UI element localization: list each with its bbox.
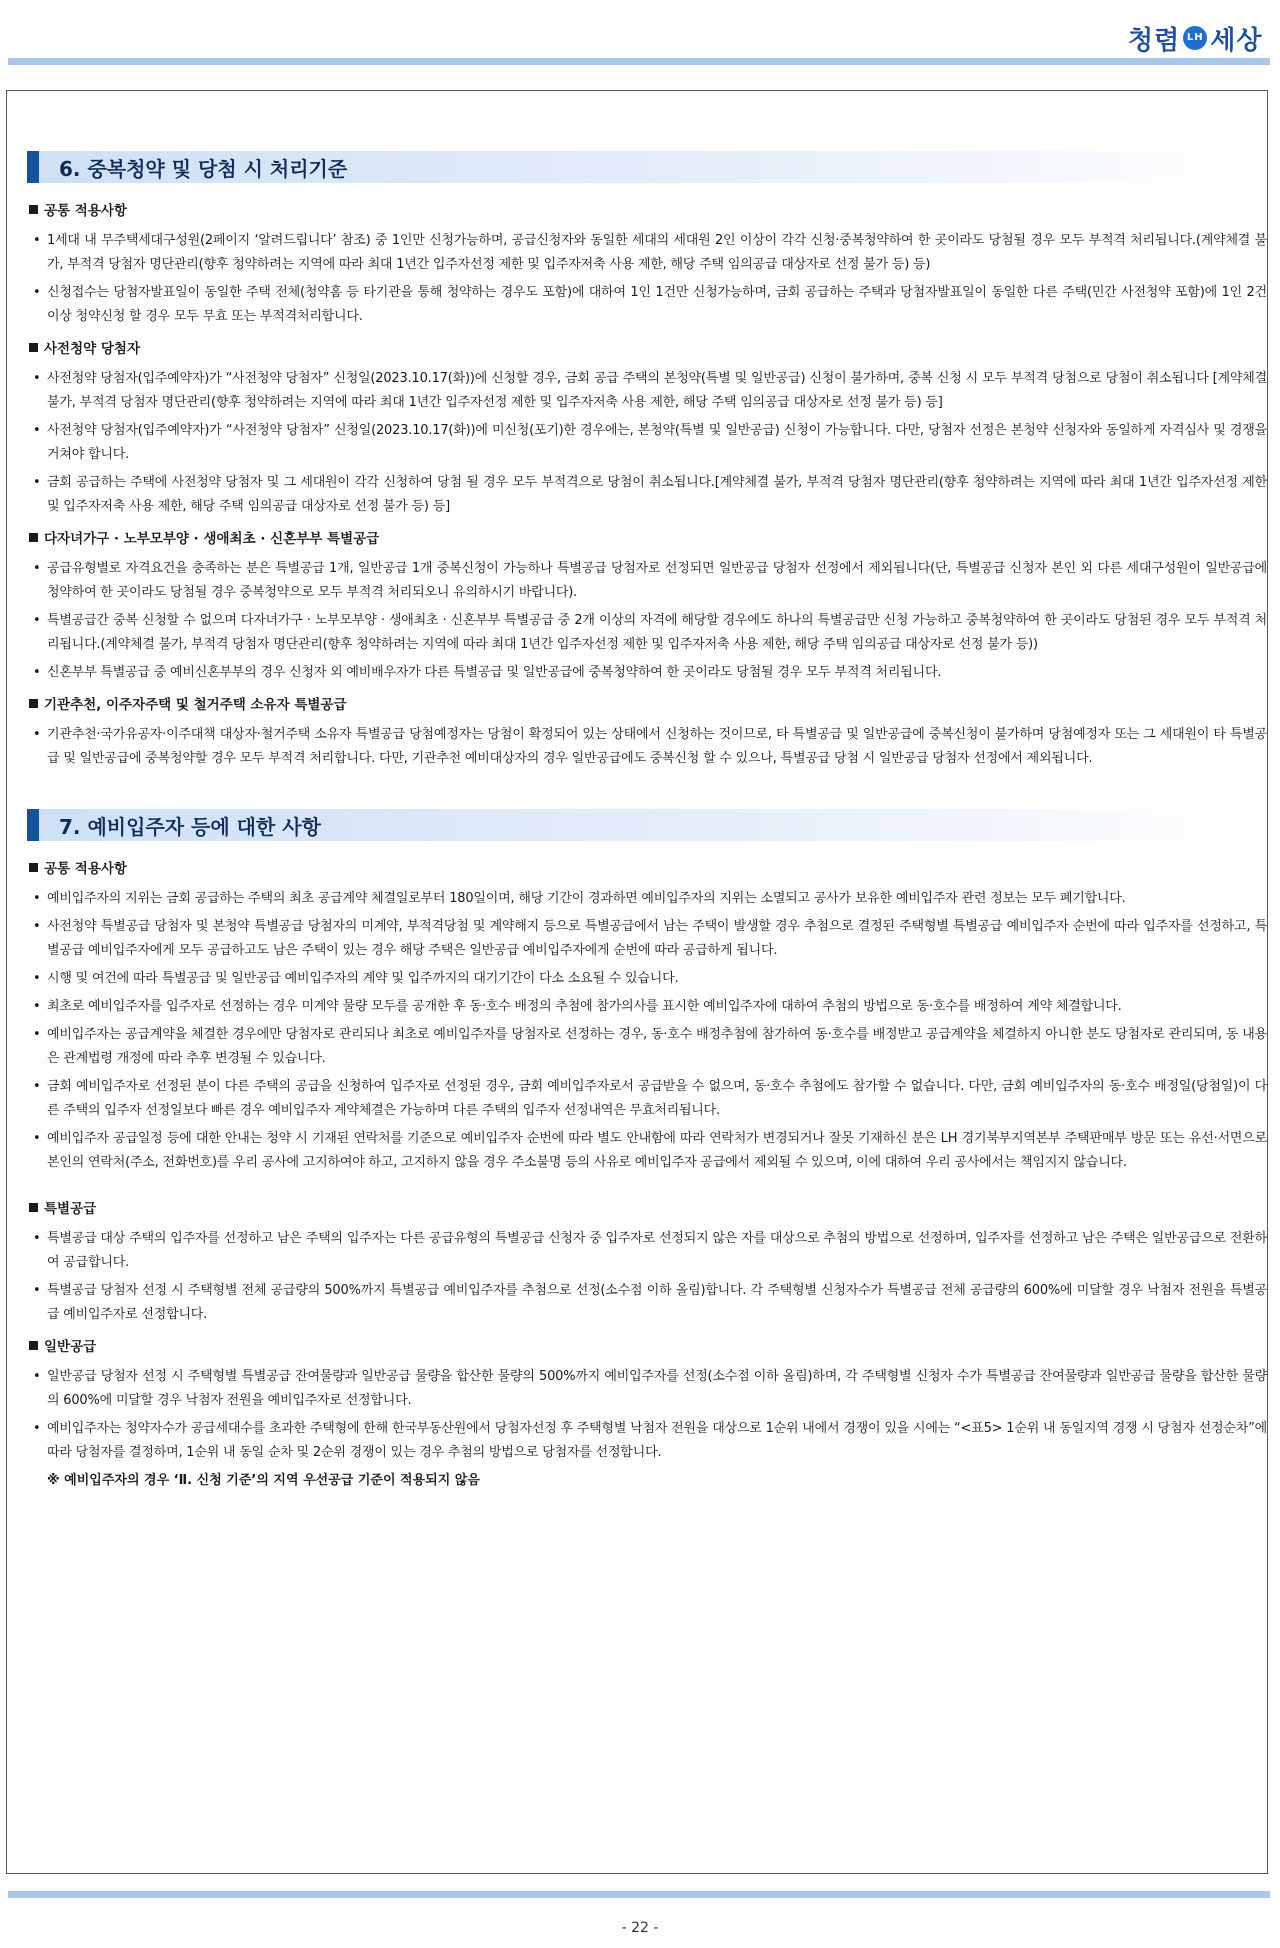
logo-mark-icon: LH [1183,26,1207,50]
square-bullet-icon [29,533,38,542]
brand-logo [1128,18,1262,58]
top-divider-bar [8,58,1270,65]
subsection-heading-text: 일반공급 [44,1339,97,1355]
subsection-heading [29,339,1267,359]
bullet-item: • 특별공급 당첨자 선정 시 주택형별 전체 공급량의 500%까지 특별공급 예비입주자를 추첨으로 선정(소수점 이하 올림)합니다. 각 주택형별 신청자수가 특별공급 전체 공급량의 600%에 미달할 경우 낙첨자 전원을 특별공급 예비입주자로 선정합니다. [27,1279,1267,1327]
section-title-bar [27,151,1267,183]
bullet-item: • 특별공급간 중복 신청할 수 없으며 다자녀가구 · 노부모부양 · 생애최초 · 신혼부부 특별공급 중 2개 이상의 자격에 해당할 경우에도 하나의 특별공급만 신청 가능하고 중복청약하여 한 곳이라도 당첨된 경우 모두 부적격 처리됩니다.(계약체결 불가, 부적격 당첨자 명단관리(향후 청약하려는 지역에 따라 최대 1년간 입주자선정 제한 및 입주자저축 사용 제한, 해당 주택 임의공급 대상자로 선정 불가 등)) [27,609,1267,657]
bullet-item: • 시행 및 여건에 따라 특별공급 및 일반공급 예비입주자의 계약 및 입주까지의 대기기간이 다소 소요될 수 있습니다. [27,967,1267,991]
content-frame [6,90,1268,1874]
bullet-item: • 예비입주자의 지위는 금회 공급하는 주택의 최초 공급계약 체결일로부터 180일이며, 해당 기간이 경과하면 예비입주자의 지위는 소멸되고 공사가 보유한 예비입주자 관련 정보는 모두 폐기합니다. [27,887,1267,911]
subsection-heading [29,529,1267,549]
square-bullet-icon [29,343,38,352]
subsection-heading-text: 사전청약 당첨자 [44,341,140,357]
subsection-heading [29,201,1267,221]
logo-text-first: 청렴 [1128,25,1181,56]
bullet-item: • 예비입주자는 공급계약을 체결한 경우에만 당첨자로 관리되나 최초로 예비입주자를 당첨자로 선정하는 경우, 동·호수 배정추첨에 참가하여 동·호수를 배정받고 공급계약을 체결하지 아니한 분도 당첨자로 관리되며, 동 내용은 관계법령 개정에 따라 추후 변경될 수 있습니다. [27,1023,1267,1071]
bullet-item: • 신청접수는 당첨자발표일이 동일한 주택 전체(청약홈 등 타기관을 통해 청약하는 경우도 포함)에 대하여 1인 1건만 신청가능하며, 금회 공급하는 주택과 당첨자발표일이 동일한 다른 주택(민간 사전청약 포함)에 1인 2건 이상 청약신청 할 경우 모두 무효 또는 부적격처리합니다. [27,281,1267,329]
square-bullet-icon [29,863,38,872]
bullet-item: • 공급유형별로 자격요건을 충족하는 분은 특별공급 1개, 일반공급 1개 중복신청이 가능하나 특별공급 당첨자로 선정되면 일반공급 당첨자 선정에서 제외됩니다(단, 특별공급 신청자 본인 외 다른 세대구성원이 일반공급에 청약하여 한 곳이라도 당첨될 경우 중복청약으로 모두 부적격 처리되오니 유의하시기 바랍니다). [27,557,1267,605]
square-bullet-icon [29,205,38,214]
subsection-heading-text: 다자녀가구 · 노부모부양 · 생애최초 · 신혼부부 특별공급 [44,531,380,547]
page-number: - 22 - [621,1920,659,1936]
section-title-bar [27,809,1267,841]
document-body [27,151,1267,1493]
footnote: ※ 예비입주자의 경우 ‘Ⅱ. 신청 기준’의 지역 우선공급 기준이 적용되지 않음 [47,1473,480,1488]
bullet-item: • 사전청약 당첨자(입주예약자)가 “사전청약 당첨자” 신청일(2023.10.17(화))에 신청할 경우, 금회 공급 주택의 본청약(특별 및 일반공급) 신청이 불가하며, 중복 신청 시 모두 부적격 당첨으로 당첨이 취소됩니다 [계약체결 불가, 부적격 당첨자 명단관리(향후 청약하려는 지역에 따라 최대 1년간 입주자선정 제한 및 입주자저축 사용 제한, 해당 주택 임의공급 대상자로 선정 불가 등) 등] [27,367,1267,415]
bullet-item: • 예비입주자는 청약자수가 공급세대수를 초과한 주택형에 한해 한국부동산원에서 당첨자선정 후 주택형별 낙첨자 전원을 대상으로 1순위 내에서 경쟁이 있을 시에는 “<표5> 1순위 내 동일지역 경쟁 시 당첨자 선정순차”에 따라 당첨자를 결정하며, 1순위 내 동일 순차 및 2순위 경쟁이 있는 경우 추첨의 방법으로 당첨자를 선정합니다. [27,1417,1267,1465]
square-bullet-icon [29,699,38,708]
bullet-item: • 최초로 예비입주자를 입주자로 선정하는 경우 미계약 물량 모두를 공개한 후 동·호수 배정의 추첨에 참가의사를 표시한 예비입주자에 대하여 추첨의 방법으로 동·호수를 배정하여 계약 체결합니다. [27,995,1267,1019]
bullet-item: • 신혼부부 특별공급 중 예비신혼부부의 경우 신청자 외 예비배우자가 다른 특별공급 및 일반공급에 중복청약하여 한 곳이라도 당첨될 경우 모두 부적격 처리됩니다. [27,661,1267,685]
subsection-heading-text: 공통 적용사항 [44,203,127,219]
subsection-heading [29,1199,1267,1219]
bullet-item: • 1세대 내 무주택세대구성원(2페이지 ‘알려드립니다’ 참조) 중 1인만 신청가능하며, 공급신청자와 동일한 세대의 세대원 2인 이상이 각각 신청·중복청약하여 한 곳이라도 당첨될 경우 모두 부적격 처리됩니다.(계약체결 불가, 부적격 당첨자 명단관리(향후 청약하려는 지역에 따라 최대 1년간 입주자선정 제한 및 입주자저축 사용 제한, 해당 주택 임의공급 대상자로 선정 불가 등) 등) [27,229,1267,277]
bullet-item: • 사전청약 특별공급 당첨자 및 본청약 특별공급 당첨자의 미계약, 부적격당첨 및 계약해지 등으로 특별공급에서 남는 주택이 발생할 경우 추첨으로 결정된 주택형별 특별공급 예비입주자 순번에 따라 입주자를 선정하고, 특별공급 예비입주자에게 모두 공급하고도 남은 주택이 있는 경우 해당 주택은 일반공급 예비입주자에게 순번에 따라 공급하게 됩니다. [27,915,1267,963]
spacer [27,1179,1267,1189]
square-bullet-icon [29,1203,38,1212]
section-title: 7. 예비입주자 등에 대한 사항 [59,814,321,839]
logo-text-second: 세상 [1210,25,1263,56]
bullet-item: • 일반공급 당첨자 선정 시 주택형별 특별공급 잔여물량과 일반공급 물량을 합산한 물량의 500%까지 예비입주자를 선정(소수점 이하 올림)하며, 각 주택형별 신청자 수가 특별공급 잔여물량과 일반공급 물량을 합산한 물량의 600%에 미달할 경우 낙첨자 전원을 예비입주자로 선정합니다. [27,1365,1267,1413]
square-bullet-icon [29,1341,38,1350]
bullet-item: • 예비입주자 공급일정 등에 대한 안내는 청약 시 기재된 연락처를 기준으로 예비입주자 순번에 따라 별도 안내함에 따라 연락처가 변경되거나 잘못 기재하신 분은 LH 경기북부지역본부 주택판매부 방문 또는 유선·서면으로 본인의 연락처(주소, 전화번호)를 우리 공사에 고지하여야 하고, 고지하지 않을 경우 주소불명 등의 사유로 예비입주자 공급에서 제외될 수 있으며, 이에 대하여 우리 공사에서는 책임지지 않습니다. [27,1127,1267,1175]
subsection-heading-text: 공통 적용사항 [44,861,127,877]
subsection-heading [29,1337,1267,1357]
subsection-heading [29,695,1267,715]
subsection-heading-text: 특별공급 [44,1201,97,1217]
bullet-item: • 기관추천·국가유공자·이주대책 대상자·철거주택 소유자 특별공급 당첨예정자는 당첨이 확정되어 있는 상태에서 신청하는 것이므로, 타 특별공급 및 일반공급에 중복신청이 불가하며 당첨예정자 또는 그 세대원이 타 특별공급 및 일반공급에 중복청약할 경우 모두 부적격 처리합니다. 다만, 기관추천 예비대상자의 경우 일반공급에도 중복신청 할 수 있으나, 특별공급 당첨 시 일반공급 당첨자 선정에서 제외됩니다. [27,723,1267,771]
section-title: 6. 중복청약 및 당첨 시 처리기준 [59,156,348,181]
bullet-item: • 특별공급 대상 주택의 입주자를 선정하고 남은 주택의 입주자는 다른 공급유형의 특별공급 신청자 중 입주자로 선정되지 않은 자를 대상으로 추첨의 방법으로 선정하며, 입주자를 선정하고 남은 주택은 일반공급으로 전환하여 공급합니다. [27,1227,1267,1275]
bullet-item: • 금회 공급하는 주택에 사전청약 당첨자 및 그 세대원이 각각 신청하여 당첨 될 경우 모두 부적격으로 당첨이 취소됩니다.[계약체결 불가, 부적격 당첨자 명단관리(향후 청약하려는 지역에 따라 최대 1년간 입주자선정 제한 및 입주자저축 사용 제한, 해당 주택 임의공급 대상자로 선정 불가 등) 등] [27,471,1267,519]
subsection-heading [29,859,1267,879]
bullet-item: • 금회 예비입주자로 선정된 분이 다른 주택의 공급을 신청하여 입주자로 선정된 경우, 금회 예비입주자로서 공급받을 수 없으며, 동·호수 추첨에도 참가할 수 없습니다. 다만, 금회 예비입주자의 동·호수 배정일(당첨일)이 다른 주택의 입주자 선정일보다 빠른 경우 예비입주자 계약체결은 가능하며 다른 주택의 입주자 선정내역은 무효처리됩니다. [27,1075,1267,1123]
bottom-divider-bar [8,1891,1270,1898]
bullet-item: • 사전청약 당첨자(입주예약자)가 “사전청약 당첨자” 신청일(2023.10.17(화))에 미신청(포기)한 경우에는, 본청약(특별 및 일반공급) 신청이 가능합니다. 다만, 당첨자 선정은 본청약 신청자와 동일하게 자격심사 및 경쟁을 거쳐야 합니다. [27,419,1267,467]
subsection-heading-text: 기관추천, 이주자주택 및 철거주택 소유자 특별공급 [44,697,347,713]
